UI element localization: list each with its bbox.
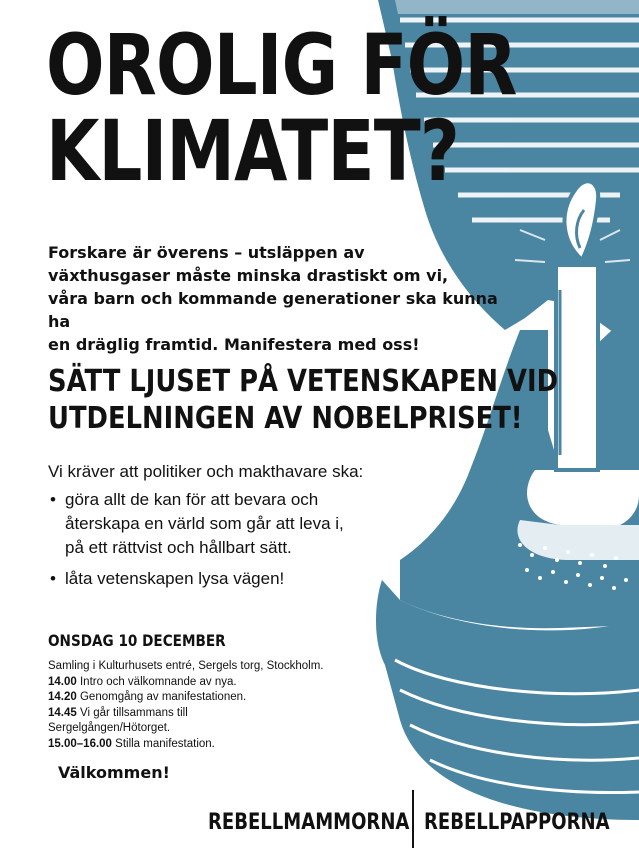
poster-title: [46, 16, 517, 200]
intro-line-4: en dräglig framtid. Manifestera med oss!: [48, 335, 420, 354]
headline-line-1: SÄTT LJUSET PÅ VETENSKAPEN VID: [48, 364, 558, 399]
schedule-item: [48, 690, 388, 706]
event-date: ONSDAG 10 DECEMBER: [48, 631, 226, 650]
schedule-text: Genomgång av manifestationen.: [79, 691, 247, 703]
demand-1-line-2: återskapa en värld som går att leva i,: [65, 514, 344, 533]
schedule: [48, 659, 388, 752]
title-line-2: KLIMATET?: [46, 102, 459, 200]
schedule-continuation: Sergelgången/Hötorget.: [48, 722, 171, 734]
location: Samling i Kulturhusets entré, Sergels torg, Stockholm.: [48, 660, 324, 672]
title-line-1: OROLIG FÖR: [46, 16, 517, 114]
demands-section: [48, 460, 468, 598]
schedule-time: 14.20: [48, 691, 77, 703]
schedule-time: 15.00–16.00: [48, 737, 112, 750]
schedule-text: Stilla manifestation.: [115, 737, 215, 750]
schedule-time: 14.00: [48, 675, 77, 688]
headline-line-2: UTDELNINGEN AV NOBELPRISET!: [48, 401, 523, 436]
demands-intro: Vi kräver att politiker och makthavare ska:: [48, 462, 364, 481]
org-rebellmammorna: REBELLMAMMORNA: [208, 810, 410, 835]
schedule-time: 14.45: [48, 706, 77, 719]
schedule-item: [48, 737, 388, 753]
org-rebellpapporna: REBELLPAPPORNA: [424, 810, 610, 835]
demand-item-2: • låta vetenskapen lysa vägen!: [48, 567, 468, 591]
schedule-item: [48, 675, 388, 691]
intro-line-3: våra barn och kommande generationer ska kunna ha: [48, 289, 498, 331]
intro-line-2: växthusgaser måste minska drastiskt om vi,: [48, 266, 449, 285]
intro-paragraph: [48, 241, 518, 356]
org-divider: [412, 790, 414, 848]
headline: [48, 363, 558, 437]
schedule-text: Intro och välkomnande av nya.: [79, 675, 237, 688]
schedule-item: [48, 706, 388, 722]
demands-list: [48, 488, 468, 591]
schedule-text: Vi går tillsammans till: [79, 706, 188, 719]
demand-1-line-3: på ett rättvist och hållbart sätt.: [65, 538, 292, 557]
demand-1-line-1: göra allt de kan för att bevara och: [65, 490, 319, 509]
welcome-text: Välkommen!: [58, 763, 170, 782]
demand-item-1: [48, 488, 468, 560]
intro-line-1: Forskare är överens – utsläppen av: [48, 243, 365, 262]
